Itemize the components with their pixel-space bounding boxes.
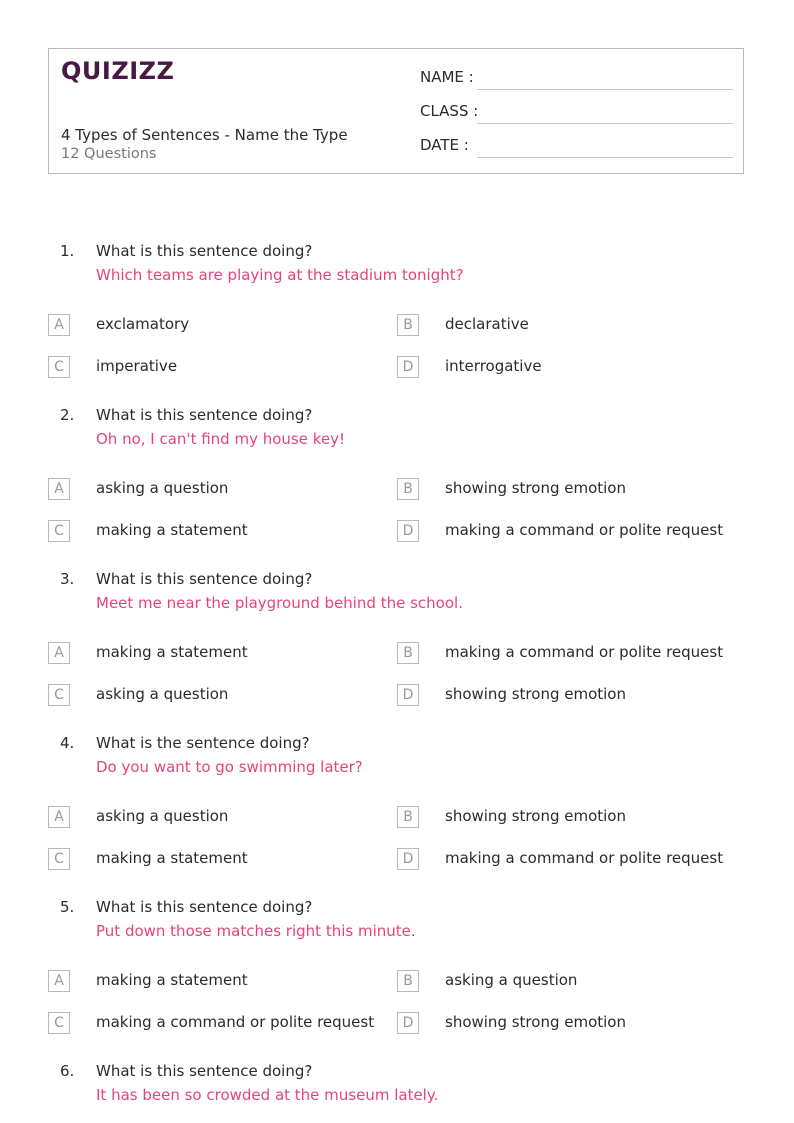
option-a-text[interactable]: asking a question [96,807,229,825]
option-b-box[interactable]: B [397,970,419,992]
option-c-box[interactable]: C [48,356,70,378]
question-sentence: Put down those matches right this minute. [96,922,416,940]
name-label: NAME : [420,68,474,86]
question-number: 6. [60,1062,75,1080]
option-d-box[interactable]: D [397,684,419,706]
option-d-text[interactable]: making a command or polite request [445,849,724,867]
option-a-box[interactable]: A [48,970,70,992]
option-b-box[interactable]: B [397,314,419,336]
option-b-box[interactable]: B [397,806,419,828]
option-a-text[interactable]: making a statement [96,643,248,661]
question-sentence: Meet me near the playground behind the school. [96,594,463,612]
option-b-text[interactable]: making a command or polite request [445,643,724,661]
option-b-text[interactable]: declarative [445,315,529,333]
class-label: CLASS : [420,102,479,120]
question-count: 12 Questions [61,146,157,162]
option-a-box[interactable]: A [48,478,70,500]
option-c-text[interactable]: imperative [96,357,178,375]
option-c-box[interactable]: C [48,848,70,870]
worksheet-title: 4 Types of Sentences - Name the Type [61,126,348,144]
option-b-text[interactable]: asking a question [445,971,578,989]
question-prompt: What is this sentence doing? [96,898,313,916]
option-a-text[interactable]: making a statement [96,971,248,989]
question-sentence: Which teams are playing at the stadium tonight? [96,266,464,284]
option-a-text[interactable]: asking a question [96,479,229,497]
option-c-box[interactable]: C [48,684,70,706]
date-label: DATE : [420,136,469,154]
question-prompt: What is this sentence doing? [96,406,313,424]
option-d-text[interactable]: showing strong emotion [445,685,626,703]
question-number: 4. [60,734,75,752]
option-d-box[interactable]: D [397,520,419,542]
option-a-box[interactable]: A [48,642,70,664]
option-d-box[interactable]: D [397,848,419,870]
option-c-text[interactable]: making a command or polite request [96,1013,375,1031]
question-prompt: What is this sentence doing? [96,570,313,588]
option-c-text[interactable]: asking a question [96,685,229,703]
question-sentence: Do you want to go swimming later? [96,758,363,776]
option-c-text[interactable]: making a statement [96,521,248,539]
option-d-box[interactable]: D [397,1012,419,1034]
option-d-box[interactable]: D [397,356,419,378]
option-b-text[interactable]: showing strong emotion [445,479,626,497]
option-d-text[interactable]: interrogative [445,357,542,375]
option-c-text[interactable]: making a statement [96,849,248,867]
question-number: 1. [60,242,75,260]
question-sentence: Oh no, I can't find my house key! [96,430,345,448]
option-a-box[interactable]: A [48,806,70,828]
option-a-box[interactable]: A [48,314,70,336]
question-sentence: It has been so crowded at the museum lately. [96,1086,439,1104]
option-a-text[interactable]: exclamatory [96,315,190,333]
name-line[interactable] [477,89,733,90]
question-number: 2. [60,406,75,424]
date-line[interactable] [477,157,733,158]
worksheet-header [48,48,744,174]
question-prompt: What is this sentence doing? [96,1062,313,1080]
option-c-box[interactable]: C [48,520,70,542]
option-b-box[interactable]: B [397,642,419,664]
question-number: 5. [60,898,75,916]
option-d-text[interactable]: showing strong emotion [445,1013,626,1031]
quizizz-logo: QUIZIZZ [61,57,175,85]
option-b-text[interactable]: showing strong emotion [445,807,626,825]
question-prompt: What is the sentence doing? [96,734,310,752]
option-d-text[interactable]: making a command or polite request [445,521,724,539]
class-line[interactable] [477,123,733,124]
question-number: 3. [60,570,75,588]
option-c-box[interactable]: C [48,1012,70,1034]
question-prompt: What is this sentence doing? [96,242,313,260]
option-b-box[interactable]: B [397,478,419,500]
